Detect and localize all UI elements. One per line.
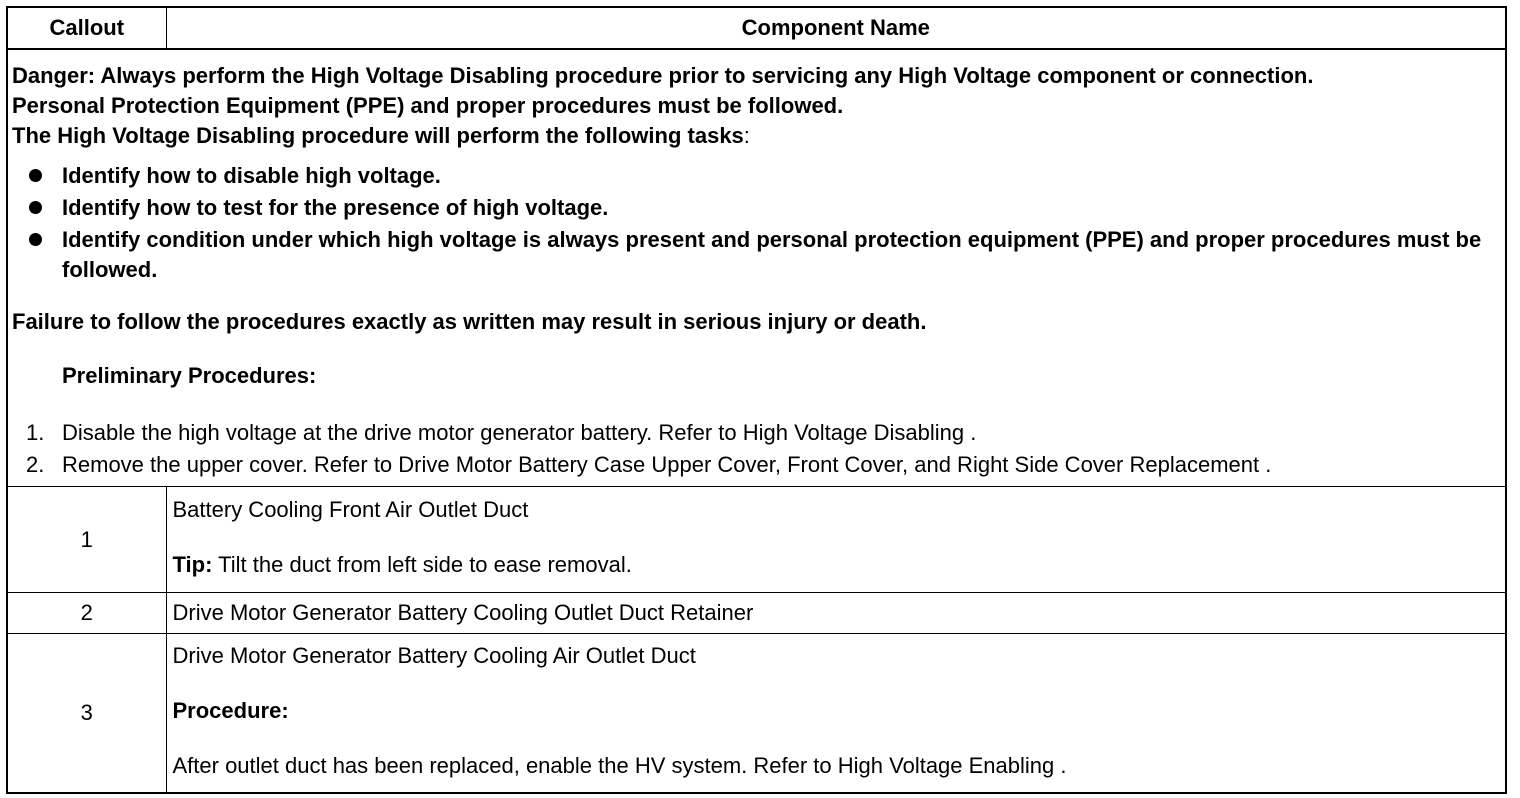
list-item [12,449,1501,481]
component-name: Drive Motor Generator Battery Cooling Air Outlet Duct [172,643,696,668]
task-bullet-list [12,161,1501,285]
danger-notice [7,49,1506,487]
danger-row [7,49,1506,487]
table-row [7,487,1506,593]
callout-column-header: Callout [7,7,166,49]
list-item [12,161,1501,191]
table-header-row [7,7,1506,49]
component-name-column-header: Component Name [166,7,1506,49]
step-number: 2. [26,452,45,477]
bullet-icon [29,169,42,182]
callout-number: 2 [7,593,166,634]
tip-note [173,551,1500,579]
bullet-icon [29,233,42,246]
table-row [7,593,1506,634]
component-name: Drive Motor Generator Battery Cooling Outlet Duct Retainer [172,600,754,625]
component-name: Battery Cooling Front Air Outlet Duct [172,497,529,522]
danger-line-2: Personal Protection Equipment (PPE) and proper procedures must be followed. [12,93,844,118]
tip-label: Tip: [172,552,213,577]
callout-number: 1 [7,487,166,593]
list-item [12,225,1501,285]
bullet-icon [29,201,42,214]
step-text: Remove the upper cover. Refer to Drive Motor Battery Case Upper Cover, Front Cover, and Right Side Cover Replacement . [62,452,1272,477]
component-name-cell [166,487,1506,593]
procedure-text: After outlet duct has been replaced, enable the HV system. Refer to High Voltage Enabling . [172,753,1067,778]
danger-line-3-colon: : [743,123,750,148]
procedure-label: Procedure: [172,698,289,723]
bullet-text: Identify condition under which high voltage is always present and personal protection equipment (PPE) and proper procedures must be followed. [62,227,1482,282]
preliminary-procedures-title: Preliminary Procedures: [62,363,317,388]
tip-text: Tilt the duct from left side to ease removal. [212,552,632,577]
bullet-text: Identify how to disable high voltage. [62,163,441,188]
component-name-cell [166,593,1506,634]
table-row [7,634,1506,794]
danger-line-3-text: The High Voltage Disabling procedure will perform the following tasks [12,123,744,148]
bullet-text: Identify how to test for the presence of high voltage. [62,195,609,220]
danger-line-3 [12,121,1501,151]
callout-number: 3 [7,634,166,794]
danger-line-1: Danger: Always perform the High Voltage Disabling procedure prior to servicing any High Voltage component or connection. [12,63,1314,88]
step-text: Disable the high voltage at the drive motor generator battery. Refer to High Voltage Disabling . [62,420,977,445]
failure-warning: Failure to follow the procedures exactly as written may result in serious injury or death. [12,309,927,334]
preliminary-steps-list [12,417,1501,481]
list-item [12,193,1501,223]
list-item [12,417,1501,449]
step-number: 1. [26,420,45,445]
component-table [6,6,1507,794]
component-name-cell [166,634,1506,794]
